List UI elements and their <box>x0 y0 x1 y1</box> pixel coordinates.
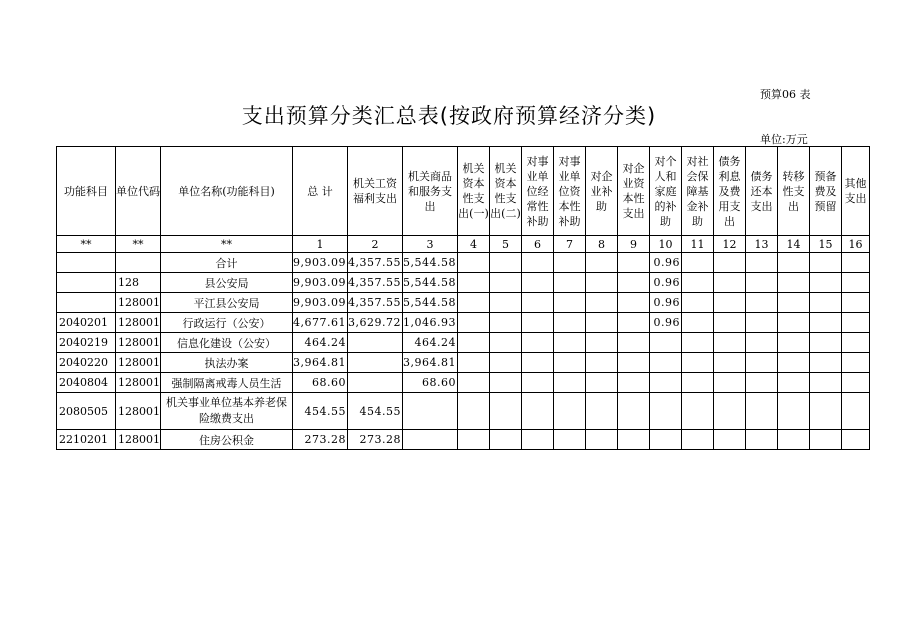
empty-cell <box>681 333 713 353</box>
empty-cell <box>841 253 869 273</box>
header-cell: 总 计 <box>293 147 348 236</box>
empty-cell <box>809 253 841 273</box>
empty-cell <box>681 253 713 273</box>
empty-cell <box>585 313 617 333</box>
empty-cell <box>745 293 777 313</box>
individual-subsidy-cell <box>649 353 681 373</box>
unit-name-cell: 合计 <box>161 253 293 273</box>
empty-cell <box>745 430 777 450</box>
index-cell: ** <box>57 236 116 253</box>
index-cell: ** <box>161 236 293 253</box>
empty-cell <box>489 393 521 430</box>
function-code-cell: 2210201 <box>57 430 116 450</box>
empty-cell <box>745 393 777 430</box>
empty-cell <box>457 293 489 313</box>
empty-cell <box>681 430 713 450</box>
empty-cell <box>617 393 649 430</box>
function-code-cell <box>57 273 116 293</box>
empty-cell <box>457 253 489 273</box>
empty-cell <box>777 353 809 373</box>
empty-cell <box>777 313 809 333</box>
salary-welfare-cell: 273.28 <box>347 430 402 450</box>
header-cell: 其他支出 <box>841 147 869 236</box>
empty-cell <box>489 430 521 450</box>
index-cell: 2 <box>347 236 402 253</box>
individual-subsidy-cell <box>649 333 681 353</box>
empty-cell <box>777 253 809 273</box>
total-cell: 273.28 <box>293 430 348 450</box>
salary-welfare-cell: 454.55 <box>347 393 402 430</box>
unit-code-cell: 128001 <box>116 393 161 430</box>
index-cell: 8 <box>585 236 617 253</box>
empty-cell <box>617 273 649 293</box>
empty-cell <box>553 273 585 293</box>
empty-cell <box>585 333 617 353</box>
empty-cell <box>745 313 777 333</box>
function-code-cell <box>57 253 116 273</box>
empty-cell <box>745 273 777 293</box>
table-code: 预算06 表 <box>760 88 811 101</box>
function-code-cell: 2040219 <box>57 333 116 353</box>
salary-welfare-cell: 4,357.55 <box>347 253 402 273</box>
index-cell: 5 <box>489 236 521 253</box>
salary-welfare-cell <box>347 373 402 393</box>
empty-cell <box>713 313 745 333</box>
header-row <box>57 147 870 236</box>
empty-cell <box>553 333 585 353</box>
empty-cell <box>713 353 745 373</box>
function-code-cell <box>57 293 116 313</box>
empty-cell <box>809 273 841 293</box>
empty-cell <box>585 430 617 450</box>
index-cell: 10 <box>649 236 681 253</box>
goods-services-cell: 68.60 <box>402 373 457 393</box>
unit-name-cell: 信息化建设（公安） <box>161 333 293 353</box>
table-row <box>57 430 870 450</box>
individual-subsidy-cell: 0.96 <box>649 313 681 333</box>
unit-name-cell: 住房公积金 <box>161 430 293 450</box>
empty-cell <box>809 293 841 313</box>
goods-services-cell: 464.24 <box>402 333 457 353</box>
empty-cell <box>745 373 777 393</box>
empty-cell <box>841 293 869 313</box>
table-row <box>57 373 870 393</box>
index-cell: 15 <box>809 236 841 253</box>
empty-cell <box>809 373 841 393</box>
header-cell: 预备费及预留 <box>809 147 841 236</box>
empty-cell <box>553 373 585 393</box>
empty-cell <box>713 293 745 313</box>
empty-cell <box>585 393 617 430</box>
index-cell: 7 <box>553 236 585 253</box>
goods-services-cell <box>402 393 457 430</box>
salary-welfare-cell: 4,357.55 <box>347 273 402 293</box>
empty-cell <box>841 333 869 353</box>
empty-cell <box>457 313 489 333</box>
empty-cell <box>777 273 809 293</box>
index-cell: 12 <box>713 236 745 253</box>
index-cell: 6 <box>521 236 553 253</box>
unit-name-cell: 强制隔离戒毒人员生活 <box>161 373 293 393</box>
header-cell: 功能科目 <box>57 147 116 236</box>
unit-code-cell: 128001 <box>116 373 161 393</box>
empty-cell <box>617 313 649 333</box>
index-cell: ** <box>116 236 161 253</box>
index-cell: 13 <box>745 236 777 253</box>
empty-cell <box>585 293 617 313</box>
header-cell: 转移性支出 <box>777 147 809 236</box>
unit-code-cell <box>116 253 161 273</box>
empty-cell <box>489 333 521 353</box>
empty-cell <box>489 313 521 333</box>
budget-table <box>56 146 870 450</box>
empty-cell <box>553 430 585 450</box>
empty-cell <box>521 273 553 293</box>
empty-cell <box>553 393 585 430</box>
empty-cell <box>489 253 521 273</box>
index-cell: 14 <box>777 236 809 253</box>
salary-welfare-cell: 4,357.55 <box>347 293 402 313</box>
salary-welfare-cell <box>347 333 402 353</box>
empty-cell <box>585 373 617 393</box>
index-cell: 3 <box>402 236 457 253</box>
function-code-cell: 2040201 <box>57 313 116 333</box>
empty-cell <box>489 293 521 313</box>
unit-name-cell: 行政运行（公安） <box>161 313 293 333</box>
empty-cell <box>521 313 553 333</box>
goods-services-cell: 3,964.81 <box>402 353 457 373</box>
individual-subsidy-cell <box>649 430 681 450</box>
empty-cell <box>521 430 553 450</box>
empty-cell <box>777 373 809 393</box>
empty-cell <box>713 393 745 430</box>
goods-services-cell: 5,544.58 <box>402 273 457 293</box>
empty-cell <box>713 430 745 450</box>
empty-cell <box>521 393 553 430</box>
header-cell: 对企业资本性支出 <box>617 147 649 236</box>
empty-cell <box>745 333 777 353</box>
header-cell: 机关商品和服务支出 <box>402 147 457 236</box>
function-code-cell: 2040804 <box>57 373 116 393</box>
total-cell: 9,903.09 <box>293 253 348 273</box>
header-cell: 对社会保障基金补助 <box>681 147 713 236</box>
empty-cell <box>713 273 745 293</box>
index-cell: 1 <box>293 236 348 253</box>
individual-subsidy-cell <box>649 373 681 393</box>
empty-cell <box>713 373 745 393</box>
header-cell: 单位名称(功能科目) <box>161 147 293 236</box>
empty-cell <box>809 313 841 333</box>
empty-cell <box>841 273 869 293</box>
goods-services-cell <box>402 430 457 450</box>
table-row <box>57 333 870 353</box>
empty-cell <box>617 293 649 313</box>
empty-cell <box>841 373 869 393</box>
total-cell: 3,964.81 <box>293 353 348 373</box>
empty-cell <box>713 333 745 353</box>
individual-subsidy-cell <box>649 393 681 430</box>
empty-cell <box>809 430 841 450</box>
empty-cell <box>617 373 649 393</box>
index-cell: 11 <box>681 236 713 253</box>
total-cell: 4,677.61 <box>293 313 348 333</box>
empty-cell <box>617 430 649 450</box>
empty-cell <box>841 313 869 333</box>
unit-label: 单位:万元 <box>760 133 808 146</box>
empty-cell <box>681 373 713 393</box>
table-row <box>57 313 870 333</box>
individual-subsidy-cell: 0.96 <box>649 253 681 273</box>
header-cell: 机关资本性支出(一) <box>457 147 489 236</box>
empty-cell <box>617 353 649 373</box>
index-cell: 4 <box>457 236 489 253</box>
unit-code-cell: 128001 <box>116 313 161 333</box>
empty-cell <box>457 333 489 353</box>
header-cell: 单位代码 <box>116 147 161 236</box>
empty-cell <box>777 333 809 353</box>
goods-services-cell: 5,544.58 <box>402 253 457 273</box>
unit-code-cell: 128001 <box>116 293 161 313</box>
empty-cell <box>745 253 777 273</box>
empty-cell <box>489 373 521 393</box>
empty-cell <box>745 353 777 373</box>
goods-services-cell: 1,046.93 <box>402 313 457 333</box>
total-cell: 454.55 <box>293 393 348 430</box>
page-title: 支出预算分类汇总表(按政府预算经济分类) <box>241 104 657 128</box>
salary-welfare-cell <box>347 353 402 373</box>
empty-cell <box>681 293 713 313</box>
header-cell: 机关资本性支出(二) <box>489 147 521 236</box>
empty-cell <box>777 430 809 450</box>
empty-cell <box>489 353 521 373</box>
table-row <box>57 253 870 273</box>
unit-name-cell: 机关事业单位基本养老保险缴费支出 <box>161 393 293 430</box>
total-cell: 68.60 <box>293 373 348 393</box>
table-row <box>57 353 870 373</box>
empty-cell <box>457 393 489 430</box>
function-code-cell: 2080505 <box>57 393 116 430</box>
header-cell: 对个人和家庭的补助 <box>649 147 681 236</box>
header-cell: 债务还本支出 <box>745 147 777 236</box>
unit-code-cell: 128001 <box>116 353 161 373</box>
empty-cell <box>585 253 617 273</box>
empty-cell <box>553 313 585 333</box>
individual-subsidy-cell: 0.96 <box>649 273 681 293</box>
empty-cell <box>457 273 489 293</box>
empty-cell <box>681 313 713 333</box>
total-cell: 9,903.09 <box>293 273 348 293</box>
empty-cell <box>521 373 553 393</box>
empty-cell <box>457 353 489 373</box>
total-cell: 464.24 <box>293 333 348 353</box>
empty-cell <box>841 393 869 430</box>
function-code-cell: 2040220 <box>57 353 116 373</box>
empty-cell <box>681 273 713 293</box>
empty-cell <box>777 293 809 313</box>
index-row <box>57 236 870 253</box>
unit-code-cell: 128001 <box>116 430 161 450</box>
unit-code-cell: 128001 <box>116 333 161 353</box>
empty-cell <box>617 253 649 273</box>
index-cell: 16 <box>841 236 869 253</box>
unit-name-cell: 执法办案 <box>161 353 293 373</box>
empty-cell <box>521 333 553 353</box>
empty-cell <box>521 293 553 313</box>
individual-subsidy-cell: 0.96 <box>649 293 681 313</box>
table-row <box>57 273 870 293</box>
total-cell: 9,903.09 <box>293 293 348 313</box>
empty-cell <box>521 253 553 273</box>
empty-cell <box>681 393 713 430</box>
header-cell: 对企业补助 <box>585 147 617 236</box>
unit-name-cell: 县公安局 <box>161 273 293 293</box>
empty-cell <box>585 353 617 373</box>
empty-cell <box>809 393 841 430</box>
empty-cell <box>553 253 585 273</box>
empty-cell <box>553 293 585 313</box>
empty-cell <box>457 373 489 393</box>
unit-code-cell: 128 <box>116 273 161 293</box>
goods-services-cell: 5,544.58 <box>402 293 457 313</box>
empty-cell <box>809 333 841 353</box>
empty-cell <box>777 393 809 430</box>
empty-cell <box>841 353 869 373</box>
table-row <box>57 393 870 430</box>
unit-name-cell: 平江县公安局 <box>161 293 293 313</box>
header-cell: 对事业单位资本性补助 <box>553 147 585 236</box>
empty-cell <box>457 430 489 450</box>
empty-cell <box>553 353 585 373</box>
empty-cell <box>713 253 745 273</box>
header-cell: 机关工资福利支出 <box>347 147 402 236</box>
empty-cell <box>521 353 553 373</box>
header-cell: 对事业单位经常性补助 <box>521 147 553 236</box>
salary-welfare-cell: 3,629.72 <box>347 313 402 333</box>
index-cell: 9 <box>617 236 649 253</box>
table-row <box>57 293 870 313</box>
empty-cell <box>681 353 713 373</box>
header-cell: 债务利息及费用支出 <box>713 147 745 236</box>
empty-cell <box>617 333 649 353</box>
empty-cell <box>841 430 869 450</box>
empty-cell <box>585 273 617 293</box>
empty-cell <box>809 353 841 373</box>
empty-cell <box>489 273 521 293</box>
